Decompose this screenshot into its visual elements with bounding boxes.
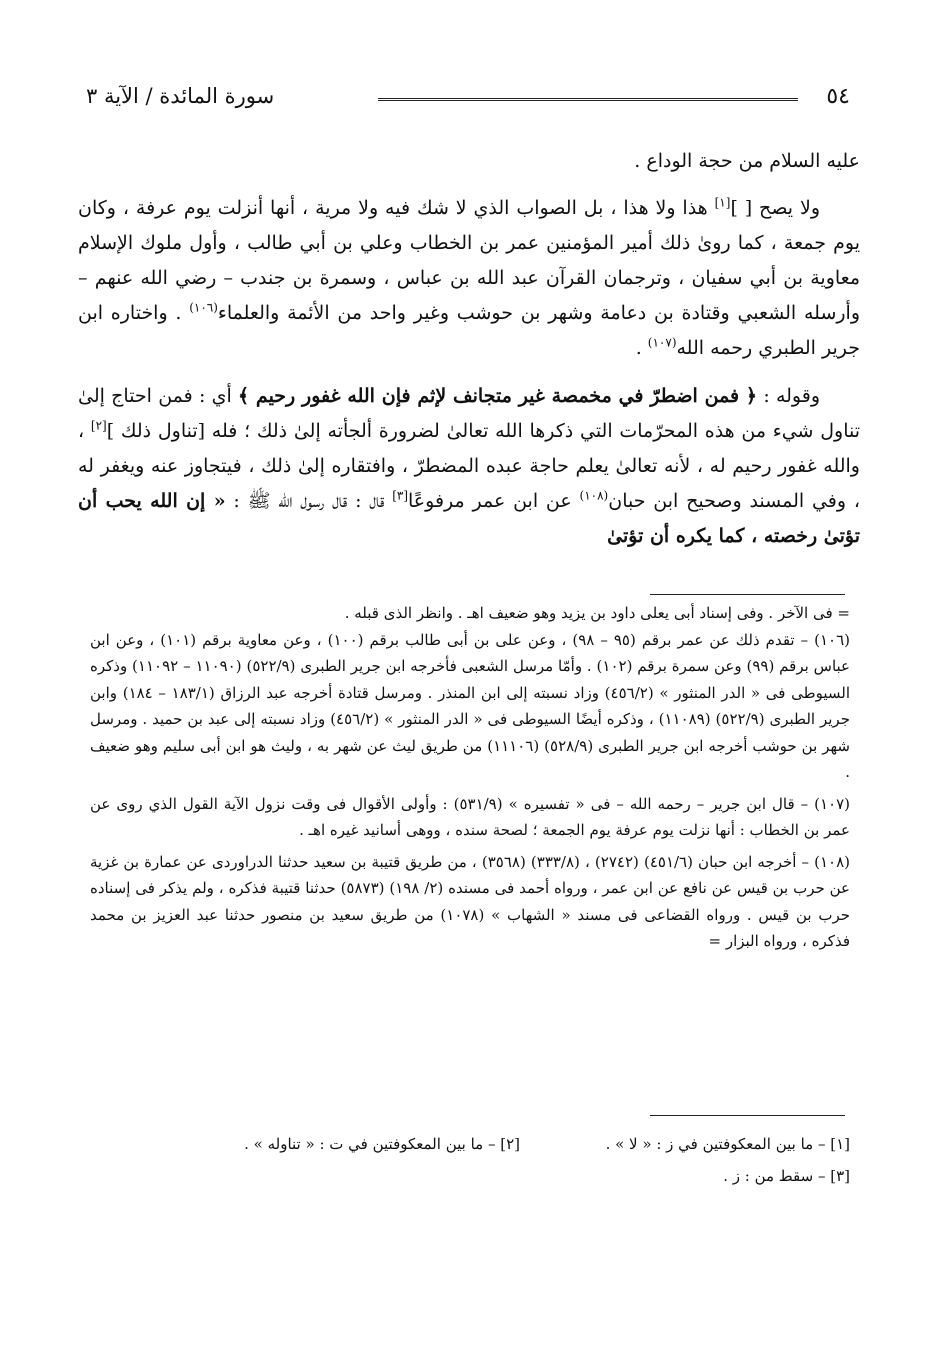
body-paragraph-3 bbox=[78, 379, 860, 554]
notes-separator bbox=[650, 1115, 845, 1116]
note-1: [١] – ما بين المعكوفتين في ز : « لا » . bbox=[605, 1135, 850, 1153]
notes-row bbox=[90, 1160, 850, 1192]
paragraph-text: وقوله : ﴿ فمن اضطرّ في مخمصة غير متجانف لإثم فإن الله غفور رحيم ﴾ أي : فمن احتاج إلىٰ تناول شيء من هذه المحرّمات التي ذكرها الله تعالىٰ لضرورة ألجأته إلىٰ ذلك ؛ فله [تناول ذلك ][٢] ، والله غفور رحيم له ، لأنه تعالىٰ يعلم حاجة عبده المضطرّ ، وافتقاره إلىٰ ذلك ، فيتجاوز عنه ويغفر له ، وفي المسند وصحيح ابن حبان$^{(١٠٨)}$ عن ابن عمر مرفوعًا[٣] قال : قال رسول الله ﷺ : « إن الله يحب أن تؤتىٰ رخصته ، كما يكره أن تؤتىٰ bbox=[78, 385, 861, 547]
note-3: [٣] – سقط من : ز . bbox=[723, 1167, 850, 1185]
body-paragraph-1 bbox=[78, 144, 860, 179]
body-paragraph-2 bbox=[78, 191, 860, 366]
footnote-106: (١٠٦) – تقدم ذلك عن عمر برقم (٩٥ – ٩٨) ، وعن على بن أبى طالب برقم (١٠٠) ، وعن معاوية برقم (١٠١) ، وعن ابن عباس برقم (٩٩) وعن سمرة برقم (١٠٢) . وأمّا مرسل الشعبى فأخرجه ابن جرير الطبرى (٥٢٢/٩) (١١٠٩٠ – ١١٠٩٢) وذكره السيوطى فى « الدر المنثور » (٤٥٦/٢) وزاد نسبته إلى ابن المنذر . ومرسل قتادة أخرجه عبد الرزاق (١٨٣/١ – ١٨٤) وابن جرير الطبرى (٥٢٢/٩) (١١٠٨٩) ، وذكره أيضًا السيوطى فى « الدر المنثور » (٤٥٦/٢) وزاد نسبته إلى عبد بن حميد . ومرسل شهر بن حوشب أخرجه ابن جرير الطبرى (٥٢٨/٩) (١١١٠٦) من طريق ليث عن شهر به ، وليث هو ابن أبى سليم وهو ضعيف . bbox=[90, 630, 851, 781]
note-2: [٢] – ما بين المعكوفتين في ت : « تناوله » . bbox=[244, 1135, 520, 1153]
footnote-108: (١٠٨) – أخرجه ابن حبان (٤٥١/٦) (٢٧٤٢) ، (٣٣٣/٨) (٣٥٦٨) ، من طريق قتيبة بن سعيد حدثنا الدراوردى عن عمارة بن غزية عن حرب بن قيس عن نافع عن ابن عمر ، ورواه أحمد فى مسنده (٢/ ١٩٨) (٥٨٧٣) حدثنا قتيبة فذكره ، ولم يذكر فى إسناده حرب بن قيس . ورواه القضاعى فى مسند « الشهاب » (١٠٧٨) من طريق سعيد بن منصور حدثنا عبد العزيز بن محمد فذكره ، ورواه البزار = bbox=[90, 852, 850, 950]
footnote-107: (١٠٧) – قال ابن جرير – رحمه الله – فى « تفسيره » (٥٣١/٩) : وأولى الأقوال فى وقت نزول الآية القول الذي روى عن عمر بن الخطاب : أنها نزلت يوم عرفة يوم الجمعة ؛ لصحة سنده ، ووهى أسانيد غيره اهـ . bbox=[90, 794, 850, 839]
editorial-notes bbox=[90, 1128, 850, 1192]
paragraph-text: ولا يصح [ ][١] هذا ولا هذا ، بل الصواب الذي لا شك فيه ولا مرية ، أنها أنزلت يوم عرفة ، وكان يوم جمعة ، كما روىٰ ذلك أمير المؤمنين عمر بن الخطاب وعلي بن أبي طالب ، وأول ملوك الإسلام معاوية بن أبي سفيان ، وترجمان القرآن عبد الله بن عباس ، وسمرة بن جندب – رضي الله عنهم – وأرسله الشعبي وقتادة بن دعامة وشهر بن حوشب وغير واحد من الأئمة والعلماء$^{(١٠٦)}$ . واختاره ابن جرير الطبري رحمه الله$^{(١٠٧)}$ . bbox=[78, 195, 860, 359]
page-header bbox=[86, 84, 850, 114]
footnote-continuation: = فى الآخر . وفى إسناد أبى يعلى داود بن يزيد وهو ضعيف اهـ . وانظر الذى قبله . bbox=[344, 604, 850, 622]
paragraph-text: عليه السلام من حجة الوداع . bbox=[634, 150, 860, 172]
notes-row bbox=[90, 1128, 850, 1160]
footnote-separator bbox=[650, 594, 845, 595]
header-rule bbox=[378, 98, 798, 101]
running-title: سورة المائدة / الآية ٣ bbox=[86, 84, 275, 108]
footnotes bbox=[90, 600, 850, 960]
page-number: ٥٤ bbox=[826, 84, 850, 109]
